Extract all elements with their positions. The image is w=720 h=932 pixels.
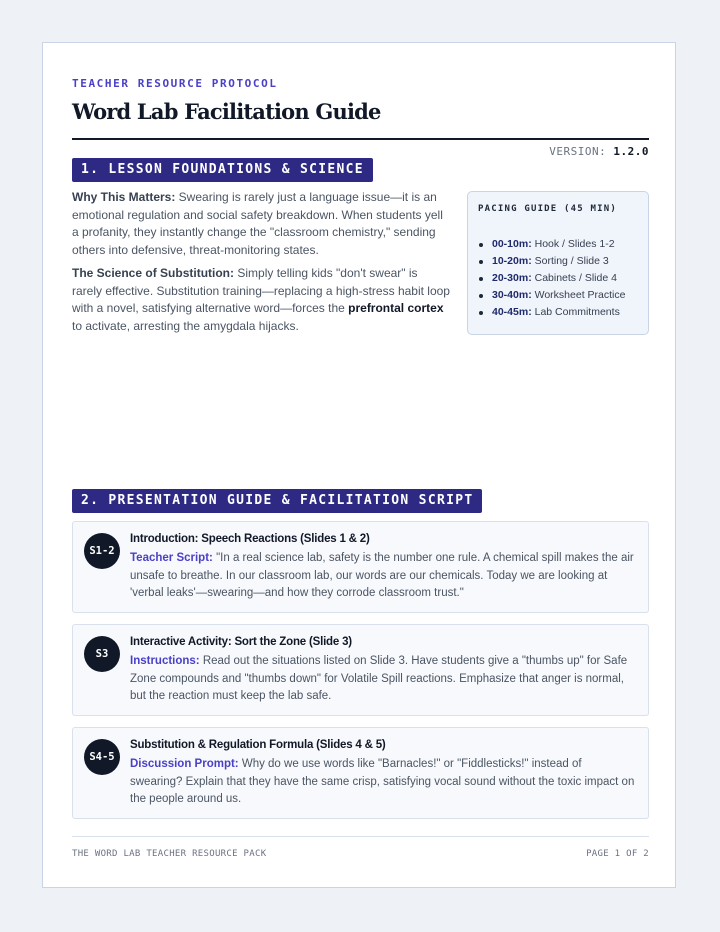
pacing-desc: Sorting / Slide 3	[531, 255, 609, 267]
card-title: Substitution & Regulation Formula (Slides 4 & 5)	[130, 739, 386, 751]
pacing-desc: Hook / Slides 1-2	[531, 238, 615, 250]
science-key-term: prefrontal cortex	[348, 301, 444, 315]
card-lead: Discussion Prompt:	[130, 758, 239, 770]
pacing-guide-box	[467, 191, 649, 335]
science-lead: The Science of Substitution:	[72, 266, 235, 280]
science-paragraph	[72, 265, 450, 335]
card-text	[130, 550, 636, 603]
pacing-guide-title: PACING GUIDE (45 MIN)	[478, 204, 617, 214]
slide-badge: S4-5	[84, 739, 120, 775]
card-lead: Instructions:	[130, 655, 200, 667]
pacing-item	[478, 289, 638, 301]
why-matters-lead: Why This Matters:	[72, 190, 176, 204]
section-heading-presentation: 2. PRESENTATION GUIDE & FACILITATION SCRIPT	[72, 489, 482, 513]
page-header	[72, 77, 649, 158]
pacing-desc: Worksheet Practice	[531, 289, 626, 301]
pacing-time: 20-30m:	[492, 272, 532, 284]
pacing-desc: Cabinets / Slide 4	[531, 272, 617, 284]
section-heading-foundations: 1. LESSON FOUNDATIONS & SCIENCE	[72, 158, 373, 182]
why-matters-paragraph	[72, 189, 450, 259]
pacing-item	[478, 306, 638, 318]
card-body-text: Read out the situations listed on Slide 3. Have students give a "thumbs up" for Safe Zone compounds and "thumbs down" for Volatile Spill reactions. Emphasize that anger is normal, but the reaction must keep the lab safe.	[130, 655, 628, 702]
pacing-time: 00-10m:	[492, 238, 532, 250]
card-lead: Teacher Script:	[130, 552, 213, 564]
document-page	[42, 42, 676, 888]
pacing-time: 40-45m:	[492, 306, 532, 318]
foundations-text	[72, 189, 450, 341]
version-label: VERSION:	[549, 145, 607, 158]
card-title: Interactive Activity: Sort the Zone (Slide 3)	[130, 636, 352, 648]
science-text-b: to activate, arresting the amygdala hijacks.	[72, 318, 299, 333]
footer-divider	[72, 836, 649, 837]
card-text	[130, 756, 636, 809]
pacing-item	[478, 272, 638, 284]
page-footer	[72, 849, 649, 859]
script-card-s3	[72, 624, 649, 716]
card-body	[130, 533, 636, 603]
card-body-text: "In a real science lab, safety is the number one rule. A chemical spill makes the air unsafe to breathe. In our classroom lab, our words are our chemicals. Today we are looking at 'verbal leaks'—swearing—and how they corrode classroom trust."	[130, 552, 634, 599]
eyebrow-label: TEACHER RESOURCE PROTOCOL	[72, 77, 278, 90]
script-card-s1-2	[72, 521, 649, 613]
footer-title: THE WORD LAB TEACHER RESOURCE PACK	[72, 849, 267, 859]
card-body	[130, 636, 636, 706]
page-number: PAGE 1 OF 2	[586, 849, 649, 859]
why-matters-text: Swearing is rarely just a language issue—it is an emotional regulation and social safety breakdown. When students yell a profanity, they instantly change the "classroom chemistry," sending others into defensive, threat-monitoring states.	[72, 190, 443, 257]
slide-badge: S1-2	[84, 533, 120, 569]
pacing-desc: Lab Commitments	[531, 306, 620, 318]
version-value: 1.2.0	[613, 145, 649, 158]
header-divider	[72, 138, 649, 140]
science-text-a: Simply telling kids "don't swear" is rarely effective. Substitution training—replacing a high-stress habit loop with a novel, satisfying alternative word—forces the	[72, 266, 450, 315]
card-title: Introduction: Speech Reactions (Slides 1 & 2)	[130, 533, 370, 545]
page-title: Word Lab Facilitation Guide	[72, 99, 381, 124]
pacing-item	[478, 255, 638, 267]
slide-badge: S3	[84, 636, 120, 672]
card-body	[130, 739, 636, 809]
pacing-list	[478, 238, 638, 318]
card-text	[130, 653, 636, 706]
pacing-item	[478, 238, 638, 250]
script-card-s4-5	[72, 727, 649, 819]
pacing-time: 30-40m:	[492, 289, 532, 301]
card-body-text: Why do we use words like "Barnacles!" or "Fiddlesticks!" instead of swearing? Explain that they have the same crisp, satisfying vocal sound without the toxic impact on the people around us.	[130, 758, 635, 805]
pacing-time: 10-20m:	[492, 255, 532, 267]
version-info	[549, 145, 649, 158]
